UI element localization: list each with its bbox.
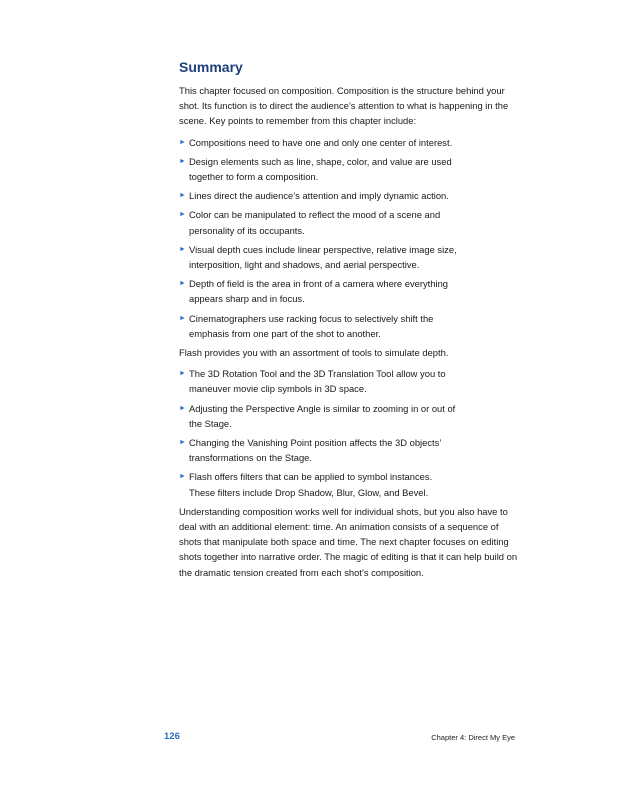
list-item xyxy=(179,366,459,396)
list-item xyxy=(179,207,459,237)
bullet-arrow-icon: ► xyxy=(179,245,186,253)
composition-points-list xyxy=(179,135,519,341)
bullet-arrow-icon: ► xyxy=(179,404,186,412)
intro-paragraph: This chapter focused on composition. Composition is the structure behind your shot. Its function is to direct the audience’s attention to what is happening in the scene. Key points to remember from this chapter include: xyxy=(179,85,509,127)
list-item-text: Compositions need to have one and only one center of interest. xyxy=(189,136,453,148)
bullet-arrow-icon: ► xyxy=(179,473,186,481)
closing-paragraph: Understanding composition works well for individual shots, but you also have to deal with an additional element: time. An animation consists of a sequence of shots that manipulate both space and time. The next chapter focuses on editing shots together into narrative order. The magic of editing is that it can help build on the dramatic tension created from each shot’s composition. xyxy=(179,505,518,578)
list-item xyxy=(179,435,459,465)
bullet-arrow-icon: ► xyxy=(179,370,186,378)
list-item-text: The 3D Rotation Tool and the 3D Translation Tool allow you to maneuver movie clip symbols in 3D space. xyxy=(189,368,446,395)
section-title: Summary xyxy=(179,59,243,75)
list-item-text: Color can be manipulated to reflect the mood of a scene and personality of its occupants. xyxy=(189,209,441,236)
bullet-arrow-icon: ► xyxy=(179,157,186,165)
page-number: 126 xyxy=(164,731,180,742)
list-item-text: Depth of field is the area in front of a camera where everything appears sharp and in focus. xyxy=(189,278,448,305)
bullet-arrow-icon: ► xyxy=(179,314,186,322)
list-item-text: Adjusting the Perspective Angle is similar to zooming in or out of the Stage. xyxy=(189,402,456,429)
list-item xyxy=(179,401,459,431)
flash-points-list xyxy=(179,366,519,500)
flash-lead-paragraph: Flash provides you with an assortment of tools to simulate depth. xyxy=(179,347,449,359)
list-item-text: Visual depth cues include linear perspective, relative image size, interposition, light and shadows, and aerial perspective. xyxy=(189,243,457,271)
list-item xyxy=(179,311,459,341)
page-content xyxy=(179,58,519,580)
list-item xyxy=(179,469,459,499)
running-footer-chapter: Chapter 4: Direct My Eye xyxy=(431,733,515,742)
bullet-arrow-icon: ► xyxy=(179,439,186,447)
list-item-text: Changing the Vanishing Point position affects the 3D objects’ transformations on the Stage. xyxy=(189,437,442,464)
bullet-arrow-icon: ► xyxy=(179,211,186,219)
bullet-arrow-icon: ► xyxy=(179,138,186,146)
list-item-text: Cinematographers use racking focus to selectively shift the emphasis from one part of the shot to another. xyxy=(189,312,434,339)
list-item xyxy=(179,188,459,203)
list-item-text: Flash offers filters that can be applied to symbol instances. These filters include Drop Shadow, Blur, Glow, and Bevel. xyxy=(189,471,433,498)
list-item-text: Design elements such as line, shape, color, and value are used together to form a composition. xyxy=(189,155,452,183)
list-item-text: Lines direct the audience’s attention and imply dynamic action. xyxy=(189,190,449,202)
list-item xyxy=(179,242,459,272)
list-item xyxy=(179,135,459,150)
list-item xyxy=(179,276,459,306)
bullet-arrow-icon: ► xyxy=(179,192,186,200)
list-item xyxy=(179,154,459,184)
bullet-arrow-icon: ► xyxy=(179,280,186,288)
